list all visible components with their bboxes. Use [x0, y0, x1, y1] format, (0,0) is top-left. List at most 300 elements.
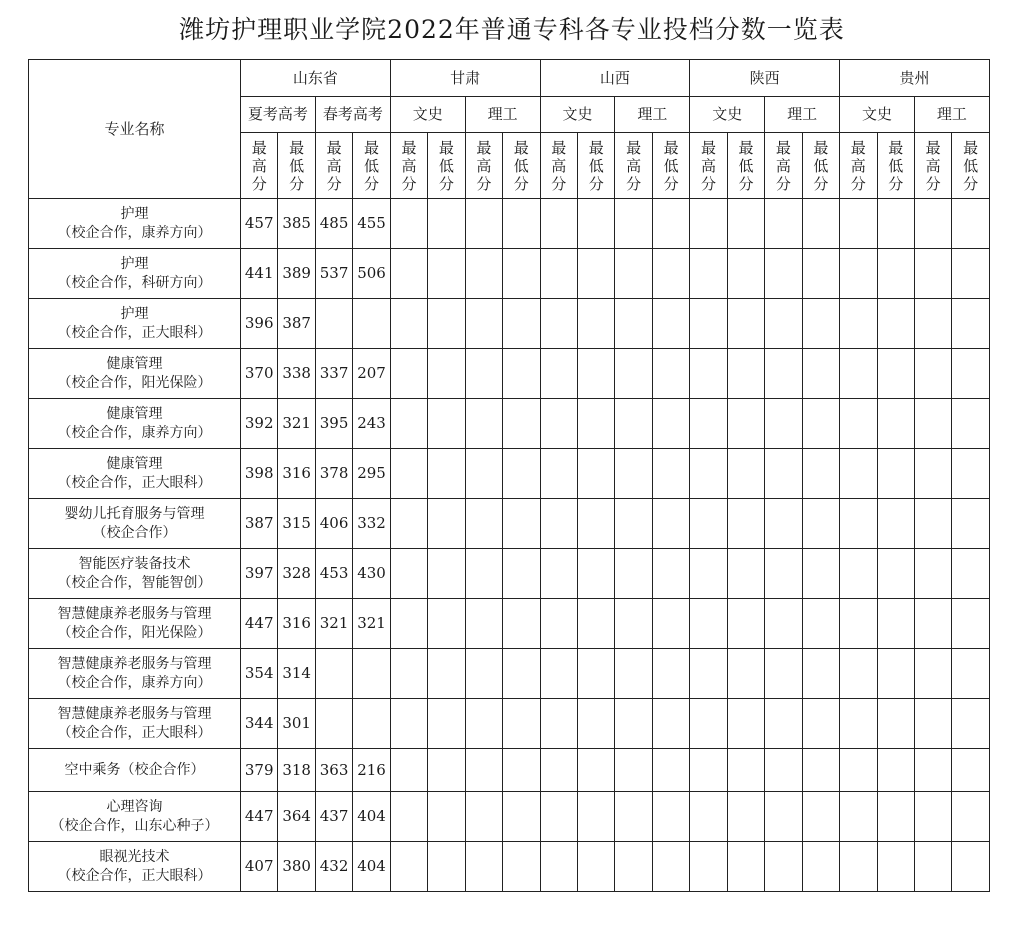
score-cell: [615, 749, 652, 792]
score-cell: 337: [315, 349, 352, 399]
score-cell: [690, 249, 727, 299]
score-cell: [652, 249, 689, 299]
score-cell: [390, 749, 427, 792]
score-cell: [390, 699, 427, 749]
score-cell: 404: [353, 842, 390, 892]
score-header-label: 最高分: [551, 138, 567, 193]
score-cell: [914, 299, 951, 349]
score-cell: [577, 449, 614, 499]
score-cell: 380: [278, 842, 315, 892]
score-cell: [540, 249, 577, 299]
score-cell: [615, 649, 652, 699]
score-cell: 404: [353, 792, 390, 842]
score-cell: [465, 299, 502, 349]
major-name: 眼视光技术: [99, 848, 170, 865]
major-name-cell: [29, 499, 241, 549]
score-cell: [428, 249, 465, 299]
score-cell: [802, 349, 839, 399]
score-cell: [765, 699, 802, 749]
score-cell: [390, 792, 427, 842]
score-cell: [428, 199, 465, 249]
score-cell: 398: [241, 449, 278, 499]
score-header-label: 最低分: [963, 138, 979, 193]
major-name-cell: [29, 649, 241, 699]
max-score-header: [615, 133, 652, 199]
min-score-header: [428, 133, 465, 199]
score-cell: [353, 699, 390, 749]
major-name: 婴幼儿托育服务与管理: [64, 505, 205, 522]
score-cell: [840, 699, 877, 749]
min-score-header: [652, 133, 689, 199]
score-cell: [914, 199, 951, 249]
score-cell: [315, 299, 352, 349]
score-cell: [802, 499, 839, 549]
major-direction: （校企合作，康养方向）: [57, 224, 212, 241]
score-cell: [503, 299, 540, 349]
score-cell: [727, 399, 764, 449]
major-direction: （校企合作，正大眼科）: [57, 867, 212, 884]
score-cell: [465, 399, 502, 449]
score-cell: 392: [241, 399, 278, 449]
score-cell: 389: [278, 249, 315, 299]
score-cell: [465, 792, 502, 842]
score-cell: 207: [353, 349, 390, 399]
subject-header: 理工: [465, 97, 540, 133]
score-cell: [765, 399, 802, 449]
score-cell: [315, 699, 352, 749]
score-cell: [577, 249, 614, 299]
score-cell: [540, 349, 577, 399]
score-cell: [765, 842, 802, 892]
score-cell: [877, 599, 914, 649]
score-cell: [765, 599, 802, 649]
score-cell: [952, 349, 989, 399]
table-row: [29, 599, 990, 649]
table-row: [29, 349, 990, 399]
score-cell: [952, 842, 989, 892]
score-cell: [727, 449, 764, 499]
score-cell: [802, 842, 839, 892]
score-cell: 396: [241, 299, 278, 349]
table-row: [29, 549, 990, 599]
score-header-label: 最高分: [251, 138, 267, 193]
major-name-cell: [29, 399, 241, 449]
score-cell: [877, 249, 914, 299]
score-cell: [428, 599, 465, 649]
major-name-cell: [29, 449, 241, 499]
score-header-label: 最高分: [326, 138, 342, 193]
header-row-provinces: [29, 60, 990, 97]
major-direction: （校企合作，正大眼科）: [57, 724, 212, 741]
score-cell: [727, 199, 764, 249]
province-header-gansu: 甘肃: [390, 60, 540, 97]
score-cell: [914, 599, 951, 649]
score-cell: [952, 649, 989, 699]
score-cell: [465, 199, 502, 249]
score-cell: [390, 349, 427, 399]
table-row: [29, 842, 990, 892]
score-cell: 301: [278, 699, 315, 749]
score-cell: [615, 599, 652, 649]
score-cell: [428, 699, 465, 749]
score-cell: [577, 399, 614, 449]
score-cell: [503, 599, 540, 649]
score-cell: [690, 299, 727, 349]
major-name: 智慧健康养老服务与管理: [57, 705, 212, 722]
score-cell: [465, 599, 502, 649]
table-row: [29, 299, 990, 349]
score-cell: [390, 842, 427, 892]
score-cell: [690, 549, 727, 599]
score-cell: [727, 842, 764, 892]
min-score-header: [877, 133, 914, 199]
score-cell: [952, 549, 989, 599]
score-cell: [690, 399, 727, 449]
score-cell: 397: [241, 549, 278, 599]
major-name: 护理: [120, 205, 149, 222]
score-cell: [428, 349, 465, 399]
score-cell: [503, 749, 540, 792]
score-cell: [465, 449, 502, 499]
major-direction: （校企合作，科研方向）: [57, 274, 212, 291]
score-cell: [914, 399, 951, 449]
score-cell: [952, 449, 989, 499]
score-cell: [652, 399, 689, 449]
score-cell: [952, 299, 989, 349]
score-cell: [503, 649, 540, 699]
score-cell: [615, 792, 652, 842]
score-header-label: 最低分: [289, 138, 305, 193]
score-cell: 385: [278, 199, 315, 249]
major-name: 智慧健康养老服务与管理: [57, 605, 212, 622]
score-cell: [503, 399, 540, 449]
score-cell: [428, 649, 465, 699]
score-cell: [840, 199, 877, 249]
major-direction: （校企合作，康养方向）: [57, 674, 212, 691]
major-name: 护理: [120, 255, 149, 272]
score-cell: [615, 199, 652, 249]
score-cell: 344: [241, 699, 278, 749]
score-cell: [765, 449, 802, 499]
score-cell: [727, 499, 764, 549]
exam-type-header: 春考高考: [315, 97, 390, 133]
max-score-header: [914, 133, 951, 199]
score-cell: 316: [278, 599, 315, 649]
score-cell: [615, 449, 652, 499]
score-cell: [914, 699, 951, 749]
exam-type-header: 夏考高考: [241, 97, 316, 133]
score-header-label: 最低分: [588, 138, 604, 193]
province-header-guizhou: 贵州: [840, 60, 990, 97]
score-cell: [652, 299, 689, 349]
score-cell: [615, 299, 652, 349]
score-cell: [615, 399, 652, 449]
score-cell: [577, 842, 614, 892]
score-cell: [840, 349, 877, 399]
major-name-cell: [29, 792, 241, 842]
major-column-header: 专业名称: [29, 60, 241, 199]
score-cell: [840, 399, 877, 449]
score-cell: [390, 649, 427, 699]
min-score-header: [577, 133, 614, 199]
score-cell: [540, 649, 577, 699]
score-cell: [652, 842, 689, 892]
score-cell: [727, 649, 764, 699]
major-direction: （校企合作，正大眼科）: [57, 474, 212, 491]
score-cell: [840, 649, 877, 699]
score-cell: [390, 549, 427, 599]
score-cell: [540, 449, 577, 499]
score-cell: [540, 699, 577, 749]
score-cell: [914, 649, 951, 699]
subject-header: 文史: [840, 97, 915, 133]
score-cell: [727, 299, 764, 349]
score-cell: [877, 792, 914, 842]
min-score-header: [952, 133, 989, 199]
score-cell: [690, 792, 727, 842]
score-cell: [390, 299, 427, 349]
major-name: 心理咨询: [106, 798, 163, 815]
score-header-label: 最高分: [925, 138, 941, 193]
major-name: 空中乘务（校企合作）: [64, 761, 205, 778]
score-cell: [840, 749, 877, 792]
major-name: 智慧健康养老服务与管理: [57, 655, 212, 672]
score-cell: [877, 649, 914, 699]
score-cell: 378: [315, 449, 352, 499]
score-cell: [952, 249, 989, 299]
score-cell: [765, 649, 802, 699]
score-cell: [840, 599, 877, 649]
score-cell: [428, 749, 465, 792]
score-cell: 485: [315, 199, 352, 249]
score-cell: [577, 199, 614, 249]
score-cell: [952, 199, 989, 249]
score-cell: [465, 699, 502, 749]
score-cell: [765, 199, 802, 249]
score-cell: [503, 199, 540, 249]
major-name-cell: [29, 599, 241, 649]
score-cell: [540, 299, 577, 349]
score-cell: [577, 549, 614, 599]
score-cell: [503, 499, 540, 549]
score-cell: [765, 249, 802, 299]
score-cell: [390, 599, 427, 649]
score-cell: 407: [241, 842, 278, 892]
score-cell: [690, 199, 727, 249]
score-cell: [577, 299, 614, 349]
score-cell: [428, 399, 465, 449]
score-cell: [877, 299, 914, 349]
score-cell: [877, 399, 914, 449]
score-cell: [765, 549, 802, 599]
score-cell: 354: [241, 649, 278, 699]
score-cell: [465, 842, 502, 892]
score-cell: [577, 792, 614, 842]
score-cell: [353, 299, 390, 349]
table-row: [29, 792, 990, 842]
major-name: 护理: [120, 305, 149, 322]
score-cell: [652, 699, 689, 749]
score-header-label: 最低分: [813, 138, 829, 193]
max-score-header: [840, 133, 877, 199]
score-header-label: 最高分: [775, 138, 791, 193]
major-name: 健康管理: [106, 455, 163, 472]
score-cell: [952, 599, 989, 649]
score-cell: 295: [353, 449, 390, 499]
score-header-label: 最低分: [438, 138, 454, 193]
max-score-header: [390, 133, 427, 199]
score-cell: [690, 499, 727, 549]
score-cell: [914, 792, 951, 842]
score-cell: [765, 499, 802, 549]
score-cell: 447: [241, 792, 278, 842]
score-cell: [765, 792, 802, 842]
major-direction: （校企合作，正大眼科）: [57, 324, 212, 341]
score-cell: [390, 249, 427, 299]
score-cell: [914, 499, 951, 549]
max-score-header: [690, 133, 727, 199]
score-cell: 379: [241, 749, 278, 792]
score-cell: 363: [315, 749, 352, 792]
score-cell: [652, 599, 689, 649]
score-cell: [428, 499, 465, 549]
subject-header: 理工: [615, 97, 690, 133]
major-name-cell: [29, 299, 241, 349]
score-cell: [877, 199, 914, 249]
score-cell: [390, 449, 427, 499]
score-cell: [315, 649, 352, 699]
score-cell: [840, 792, 877, 842]
score-cell: 387: [278, 299, 315, 349]
score-cell: [802, 399, 839, 449]
score-cell: [577, 699, 614, 749]
max-score-header: [241, 133, 278, 199]
major-direction: （校企合作，阳光保险）: [57, 624, 212, 641]
min-score-header: [727, 133, 764, 199]
score-cell: [503, 842, 540, 892]
score-cell: [690, 349, 727, 399]
score-cell: [914, 549, 951, 599]
score-cell: [465, 349, 502, 399]
score-table: [28, 59, 990, 892]
score-cell: [428, 299, 465, 349]
score-cell: [390, 199, 427, 249]
score-cell: [690, 749, 727, 792]
score-cell: [877, 749, 914, 792]
score-cell: 430: [353, 549, 390, 599]
score-cell: [877, 499, 914, 549]
score-cell: 216: [353, 749, 390, 792]
subject-header: 理工: [765, 97, 840, 133]
score-cell: [840, 549, 877, 599]
score-cell: [727, 749, 764, 792]
table-row: [29, 399, 990, 449]
score-cell: 437: [315, 792, 352, 842]
score-cell: [952, 792, 989, 842]
score-cell: [690, 842, 727, 892]
score-cell: [540, 399, 577, 449]
major-direction: （校企合作）: [92, 524, 177, 541]
score-header-label: 最低分: [738, 138, 754, 193]
score-cell: [952, 749, 989, 792]
score-cell: [465, 649, 502, 699]
major-direction: （校企合作，阳光保险）: [57, 374, 212, 391]
score-cell: 316: [278, 449, 315, 499]
min-score-header: [503, 133, 540, 199]
max-score-header: [765, 133, 802, 199]
score-cell: [877, 699, 914, 749]
score-cell: [390, 499, 427, 549]
score-cell: [877, 449, 914, 499]
score-cell: [577, 349, 614, 399]
score-cell: [914, 449, 951, 499]
score-cell: [577, 499, 614, 549]
major-name-cell: [29, 842, 241, 892]
score-cell: 364: [278, 792, 315, 842]
score-header-label: 最低分: [663, 138, 679, 193]
subject-header: 文史: [390, 97, 465, 133]
score-cell: [802, 299, 839, 349]
score-cell: [914, 842, 951, 892]
score-cell: [952, 499, 989, 549]
score-cell: [615, 549, 652, 599]
score-cell: [877, 349, 914, 399]
score-cell: [840, 499, 877, 549]
score-header-label: 最高分: [626, 138, 642, 193]
max-score-header: [540, 133, 577, 199]
score-cell: 506: [353, 249, 390, 299]
score-cell: [540, 499, 577, 549]
score-cell: [540, 792, 577, 842]
score-cell: [428, 449, 465, 499]
score-cell: [802, 249, 839, 299]
score-cell: [652, 792, 689, 842]
score-cell: [727, 699, 764, 749]
score-cell: [802, 699, 839, 749]
score-cell: [577, 749, 614, 792]
table-row: [29, 649, 990, 699]
score-header-label: 最低分: [364, 138, 380, 193]
score-cell: [690, 599, 727, 649]
score-cell: [690, 649, 727, 699]
score-cell: 457: [241, 199, 278, 249]
score-cell: 315: [278, 499, 315, 549]
major-name-cell: [29, 699, 241, 749]
province-header-shanxi: 山西: [540, 60, 690, 97]
min-score-header: [353, 133, 390, 199]
page-title: 潍坊护理职业学院2022年普通专科各专业投档分数一览表: [179, 15, 845, 44]
score-cell: [390, 399, 427, 449]
score-cell: [503, 549, 540, 599]
score-cell: [802, 599, 839, 649]
score-cell: [840, 249, 877, 299]
score-cell: [727, 599, 764, 649]
score-cell: [652, 449, 689, 499]
score-cell: [428, 549, 465, 599]
score-cell: [540, 199, 577, 249]
major-direction: （校企合作，康养方向）: [57, 424, 212, 441]
table-body: [29, 199, 990, 892]
major-name: 智能医疗装备技术: [78, 555, 191, 572]
score-cell: 328: [278, 549, 315, 599]
score-cell: [802, 749, 839, 792]
subject-header: 文史: [690, 97, 765, 133]
score-cell: [652, 749, 689, 792]
score-cell: [802, 449, 839, 499]
score-cell: 321: [278, 399, 315, 449]
score-cell: [840, 842, 877, 892]
table-row: [29, 449, 990, 499]
